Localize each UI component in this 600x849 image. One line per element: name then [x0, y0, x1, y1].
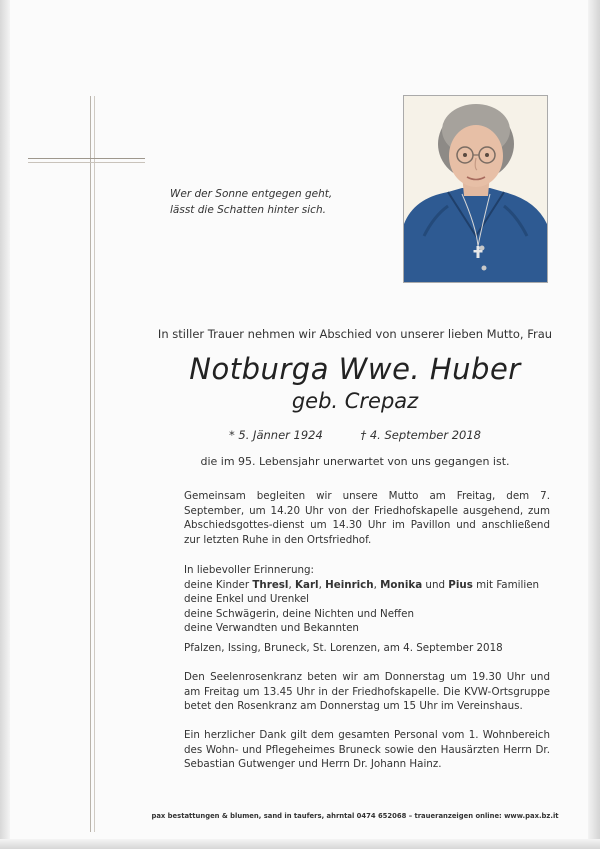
page-edge-bottom	[0, 839, 600, 849]
mourners-line: deine Schwägerin, deine Nichten und Neffen	[184, 607, 415, 620]
death-date: † 4. September 2018	[360, 428, 481, 442]
portrait-photo	[403, 95, 548, 283]
mourners-children: deine Kinder Thresl, Karl, Heinrich, Monika und Pius mit Familien	[184, 578, 540, 591]
rosary-paragraph: Den Seelenrosenkranz beten wir am Donnerstag um 19.30 Uhr und am Freitag um 13.45 Uhr in der Friedhofskapelle. Die KVW-Ortsgruppe betet den Rosenkranz am Donnerstag um 15 Uhr im Vereinshaus.	[184, 671, 550, 713]
child-name: Pius	[448, 578, 473, 591]
footer-text: pax bestattungen & blumen, sand in taufers, ahrntal 0474 652068 – traueranzeigen online: www.pax.bz.it	[151, 812, 559, 820]
portrait-image	[404, 96, 547, 282]
funeral-paragraph: Gemeinsam begleiten wir unsere Mutto am Freitag, dem 7. September, um 14.20 Uhr von der Friedhofskapelle ausgehend, zum Abschiedsgottes-dienst um 14.30 Uhr im Pavillon und anschließend zur letzten Ruhe in den Ortsfriedhof.	[184, 490, 550, 546]
mourners-line: deine Verwandten und Bekannten	[184, 622, 359, 635]
mourners-heading: In liebevoller Erinnerung:	[184, 564, 314, 576]
motto-quote	[170, 186, 370, 218]
child-name: Heinrich	[325, 578, 374, 591]
page-edge-left	[0, 0, 10, 849]
deceased-name: Notburga Wwe. Huber	[189, 352, 521, 386]
motto-line-1: Wer der Sonne entgegen geht,	[170, 188, 333, 200]
child-name: Monika	[380, 578, 423, 591]
birth-date: * 5. Jänner 1924	[229, 428, 323, 442]
life-dates	[120, 428, 590, 442]
page-edge-right	[588, 0, 600, 849]
child-name: Thresl	[252, 578, 289, 591]
child-name: Karl	[295, 578, 319, 591]
motto-line-2: lässt die Schatten hinter sich.	[170, 204, 326, 216]
thanks-paragraph: Ein herzlicher Dank gilt dem gesamten Personal vom 1. Wohnbereich des Wohn- und Pflegeheimes Bruneck sowie den Hausärzten Herrn Dr. Sebastian Gutwenger und Herrn Dr. Johann Hainz.	[184, 729, 550, 771]
age-line: die im 95. Lebensjahr unerwartet von uns gegangen ist.	[200, 455, 510, 468]
place-date: Pfalzen, Issing, Bruneck, St. Lorenzen, am 4. September 2018	[184, 642, 503, 654]
intro-text: In stiller Trauer nehmen wir Abschied von unserer lieben Mutto, Frau	[157, 327, 553, 341]
mourners-block	[184, 563, 550, 636]
birth-name: geb. Crepaz	[291, 389, 419, 413]
mourners-line: deine Enkel und Urenkel	[184, 593, 310, 606]
